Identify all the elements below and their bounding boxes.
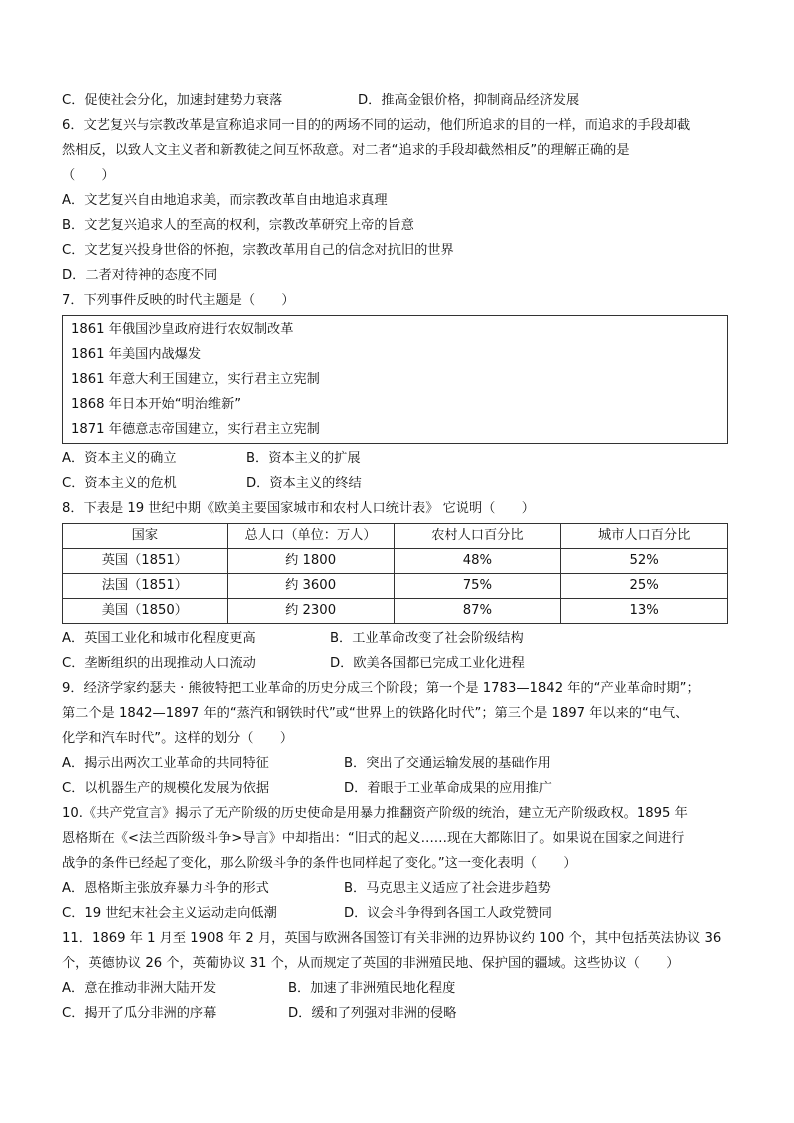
q11-option-a[interactable]: A．意在推动非洲大陆开发: [62, 981, 217, 996]
q6-option-d[interactable]: D．二者对待神的态度不同: [62, 268, 218, 283]
q6-stem-line-1: 6．文艺复兴与宗教改革是宣称追求同一目的的两场不同的运动，他们所追求的目的一样，而追求的手段却截: [62, 118, 691, 133]
q7-options-cd: [62, 471, 732, 496]
q10-option-a[interactable]: A．恩格斯主张放弃暴力斗争的形式: [62, 881, 269, 896]
q9-stem-line-3: 化学和汽车时代”。这样的划分（ ）: [62, 731, 294, 746]
table-cell: 48%: [394, 549, 561, 574]
table-cell: 约 1800: [227, 549, 394, 574]
q9-option-d[interactable]: D．着眼于工业革命成果的应用推广: [344, 781, 552, 796]
table-row: [63, 574, 728, 599]
q10-options-cd: [62, 901, 732, 926]
table-cell: 25%: [561, 574, 728, 599]
table-cell: 52%: [561, 549, 728, 574]
q7-event: 1868 年日本开始“明治维新”: [71, 397, 242, 412]
table-cell: 约 3600: [227, 574, 394, 599]
table-cell: 13%: [561, 599, 728, 624]
table-header-cell: 总人口（单位：万人）: [227, 524, 394, 549]
q11-stem-line-2: 个，英德协议 26 个，英葡协议 31 个，从而规定了英国的非洲殖民地、保护国的疆域。这些协议（ ）: [62, 956, 680, 971]
q8-option-b[interactable]: B．工业革命改变了社会阶级结构: [330, 631, 524, 646]
q7-stem: 7．下列事件反映的时代主题是（ ）: [62, 293, 295, 308]
q7-option-b[interactable]: B．资本主义的扩展: [246, 451, 361, 466]
q6-stem-line-2: 然相反，以致人文主义者和新教徒之间互怀敌意。对二者“追求的手段却截然相反”的理解正确的是: [62, 143, 630, 158]
table-cell: 87%: [394, 599, 561, 624]
q10-options-ab: [62, 876, 732, 901]
q10-option-b[interactable]: B．马克思主义适应了社会进步趋势: [344, 881, 551, 896]
table-cell: 75%: [394, 574, 561, 599]
q11-stem-line-1: 11．1869 年 1 月至 1908 年 2 月，英国与欧洲各国签订有关非洲的边界协议约 100 个，其中包括英法协议 36: [62, 931, 722, 946]
table-header-cell: 国家: [63, 524, 228, 549]
q8-option-d[interactable]: D．欧美各国都已完成工业化进程: [330, 656, 525, 671]
q9-stem-line-2: 第二个是 1842—1897 年的“蒸汽和钢铁时代”或“世界上的铁路化时代”；第三个是 1897 年以来的“电气、: [62, 706, 689, 721]
exam-page: [62, 88, 732, 1026]
table-row: [63, 599, 728, 624]
q10-option-d[interactable]: D．议会斗争得到各国工人政党赞同: [344, 906, 552, 921]
table-row: [63, 549, 728, 574]
q6-option-c[interactable]: C．文艺复兴投身世俗的怀抱，宗教改革用自己的信念对抗旧的世界: [62, 243, 454, 258]
q9-option-c[interactable]: C．以机器生产的规模化发展为依据: [62, 781, 270, 796]
table-cell: 法国（1851）: [63, 574, 228, 599]
q5-option-d[interactable]: D．推高金银价格，抑制商品经济发展: [358, 93, 580, 108]
q7-option-a[interactable]: A．资本主义的确立: [62, 451, 177, 466]
q8-options-ab: [62, 626, 732, 651]
q11-option-c[interactable]: C．揭开了瓜分非洲的序幕: [62, 1006, 217, 1021]
table-header-row: [63, 524, 728, 549]
q7-event: 1861 年俄国沙皇政府进行农奴制改革: [71, 322, 294, 337]
q5-option-c[interactable]: C．促使社会分化，加速封建势力衰落: [62, 93, 283, 108]
q9-options-cd: [62, 776, 732, 801]
q7-event-box: [62, 315, 728, 444]
q10-stem-line-1: 10.《共产党宣言》揭示了无产阶级的历史使命是用暴力推翻资产阶级的统治，建立无产阶级政权。1895 年: [62, 806, 688, 821]
q8-option-c[interactable]: C．垄断组织的出现推动人口流动: [62, 656, 256, 671]
table-cell: 美国（1850）: [63, 599, 228, 624]
q9-stem-line-1: 9．经济学家约瑟夫 · 熊彼特把工业革命的历史分成三个阶段；第一个是 1783—1842 年的“产业革命时期”；: [62, 681, 700, 696]
population-table: [62, 523, 728, 624]
q7-options-ab: [62, 446, 732, 471]
q8-options-cd: [62, 651, 732, 676]
q10-stem-line-2: 恩格斯在《<法兰西阶级斗争>导言》中却指出：“旧式的起义……现在大都陈旧了。如果说在国家之间进行: [62, 831, 685, 846]
q10-option-c[interactable]: C．19 世纪末社会主义运动走向低潮: [62, 906, 277, 921]
table-cell: 约 2300: [227, 599, 394, 624]
q6-answer-paren: （ ）: [62, 168, 115, 183]
q11-options-cd: [62, 1001, 732, 1026]
q11-option-b[interactable]: B．加速了非洲殖民地化程度: [288, 981, 456, 996]
q6-option-a[interactable]: A．文艺复兴自由地追求美，而宗教改革自由地追求真理: [62, 193, 388, 208]
table-header-cell: 农村人口百分比: [394, 524, 561, 549]
q11-option-d[interactable]: D．缓和了列强对非洲的侵略: [288, 1006, 457, 1021]
q9-option-b[interactable]: B．突出了交通运输发展的基础作用: [344, 756, 551, 771]
q11-options-ab: [62, 976, 732, 1001]
table-header-cell: 城市人口百分比: [561, 524, 728, 549]
q9-option-a[interactable]: A．揭示出两次工业革命的共同特征: [62, 756, 269, 771]
q7-option-c[interactable]: C．资本主义的危机: [62, 476, 177, 491]
q6-option-b[interactable]: B．文艺复兴追求人的至高的权利，宗教改革研究上帝的旨意: [62, 218, 414, 233]
q7-event: 1871 年德意志帝国建立，实行君主立宪制: [71, 422, 320, 437]
q10-stem-line-3: 战争的条件已经起了变化，那么阶级斗争的条件也同样起了变化。”这一变化表明（ ）: [62, 856, 577, 871]
q8-stem: 8．下表是 19 世纪中期《欧美主要国家城市和农村人口统计表》 它说明（ ）: [62, 501, 535, 516]
q7-option-d[interactable]: D．资本主义的终结: [246, 476, 362, 491]
q9-options-ab: [62, 751, 732, 776]
q5-options-cd: [62, 88, 732, 113]
table-cell: 英国（1851）: [63, 549, 228, 574]
q7-event: 1861 年意大利王国建立，实行君主立宪制: [71, 372, 320, 387]
q8-option-a[interactable]: A．英国工业化和城市化程度更高: [62, 631, 256, 646]
q7-event: 1861 年美国内战爆发: [71, 347, 202, 362]
